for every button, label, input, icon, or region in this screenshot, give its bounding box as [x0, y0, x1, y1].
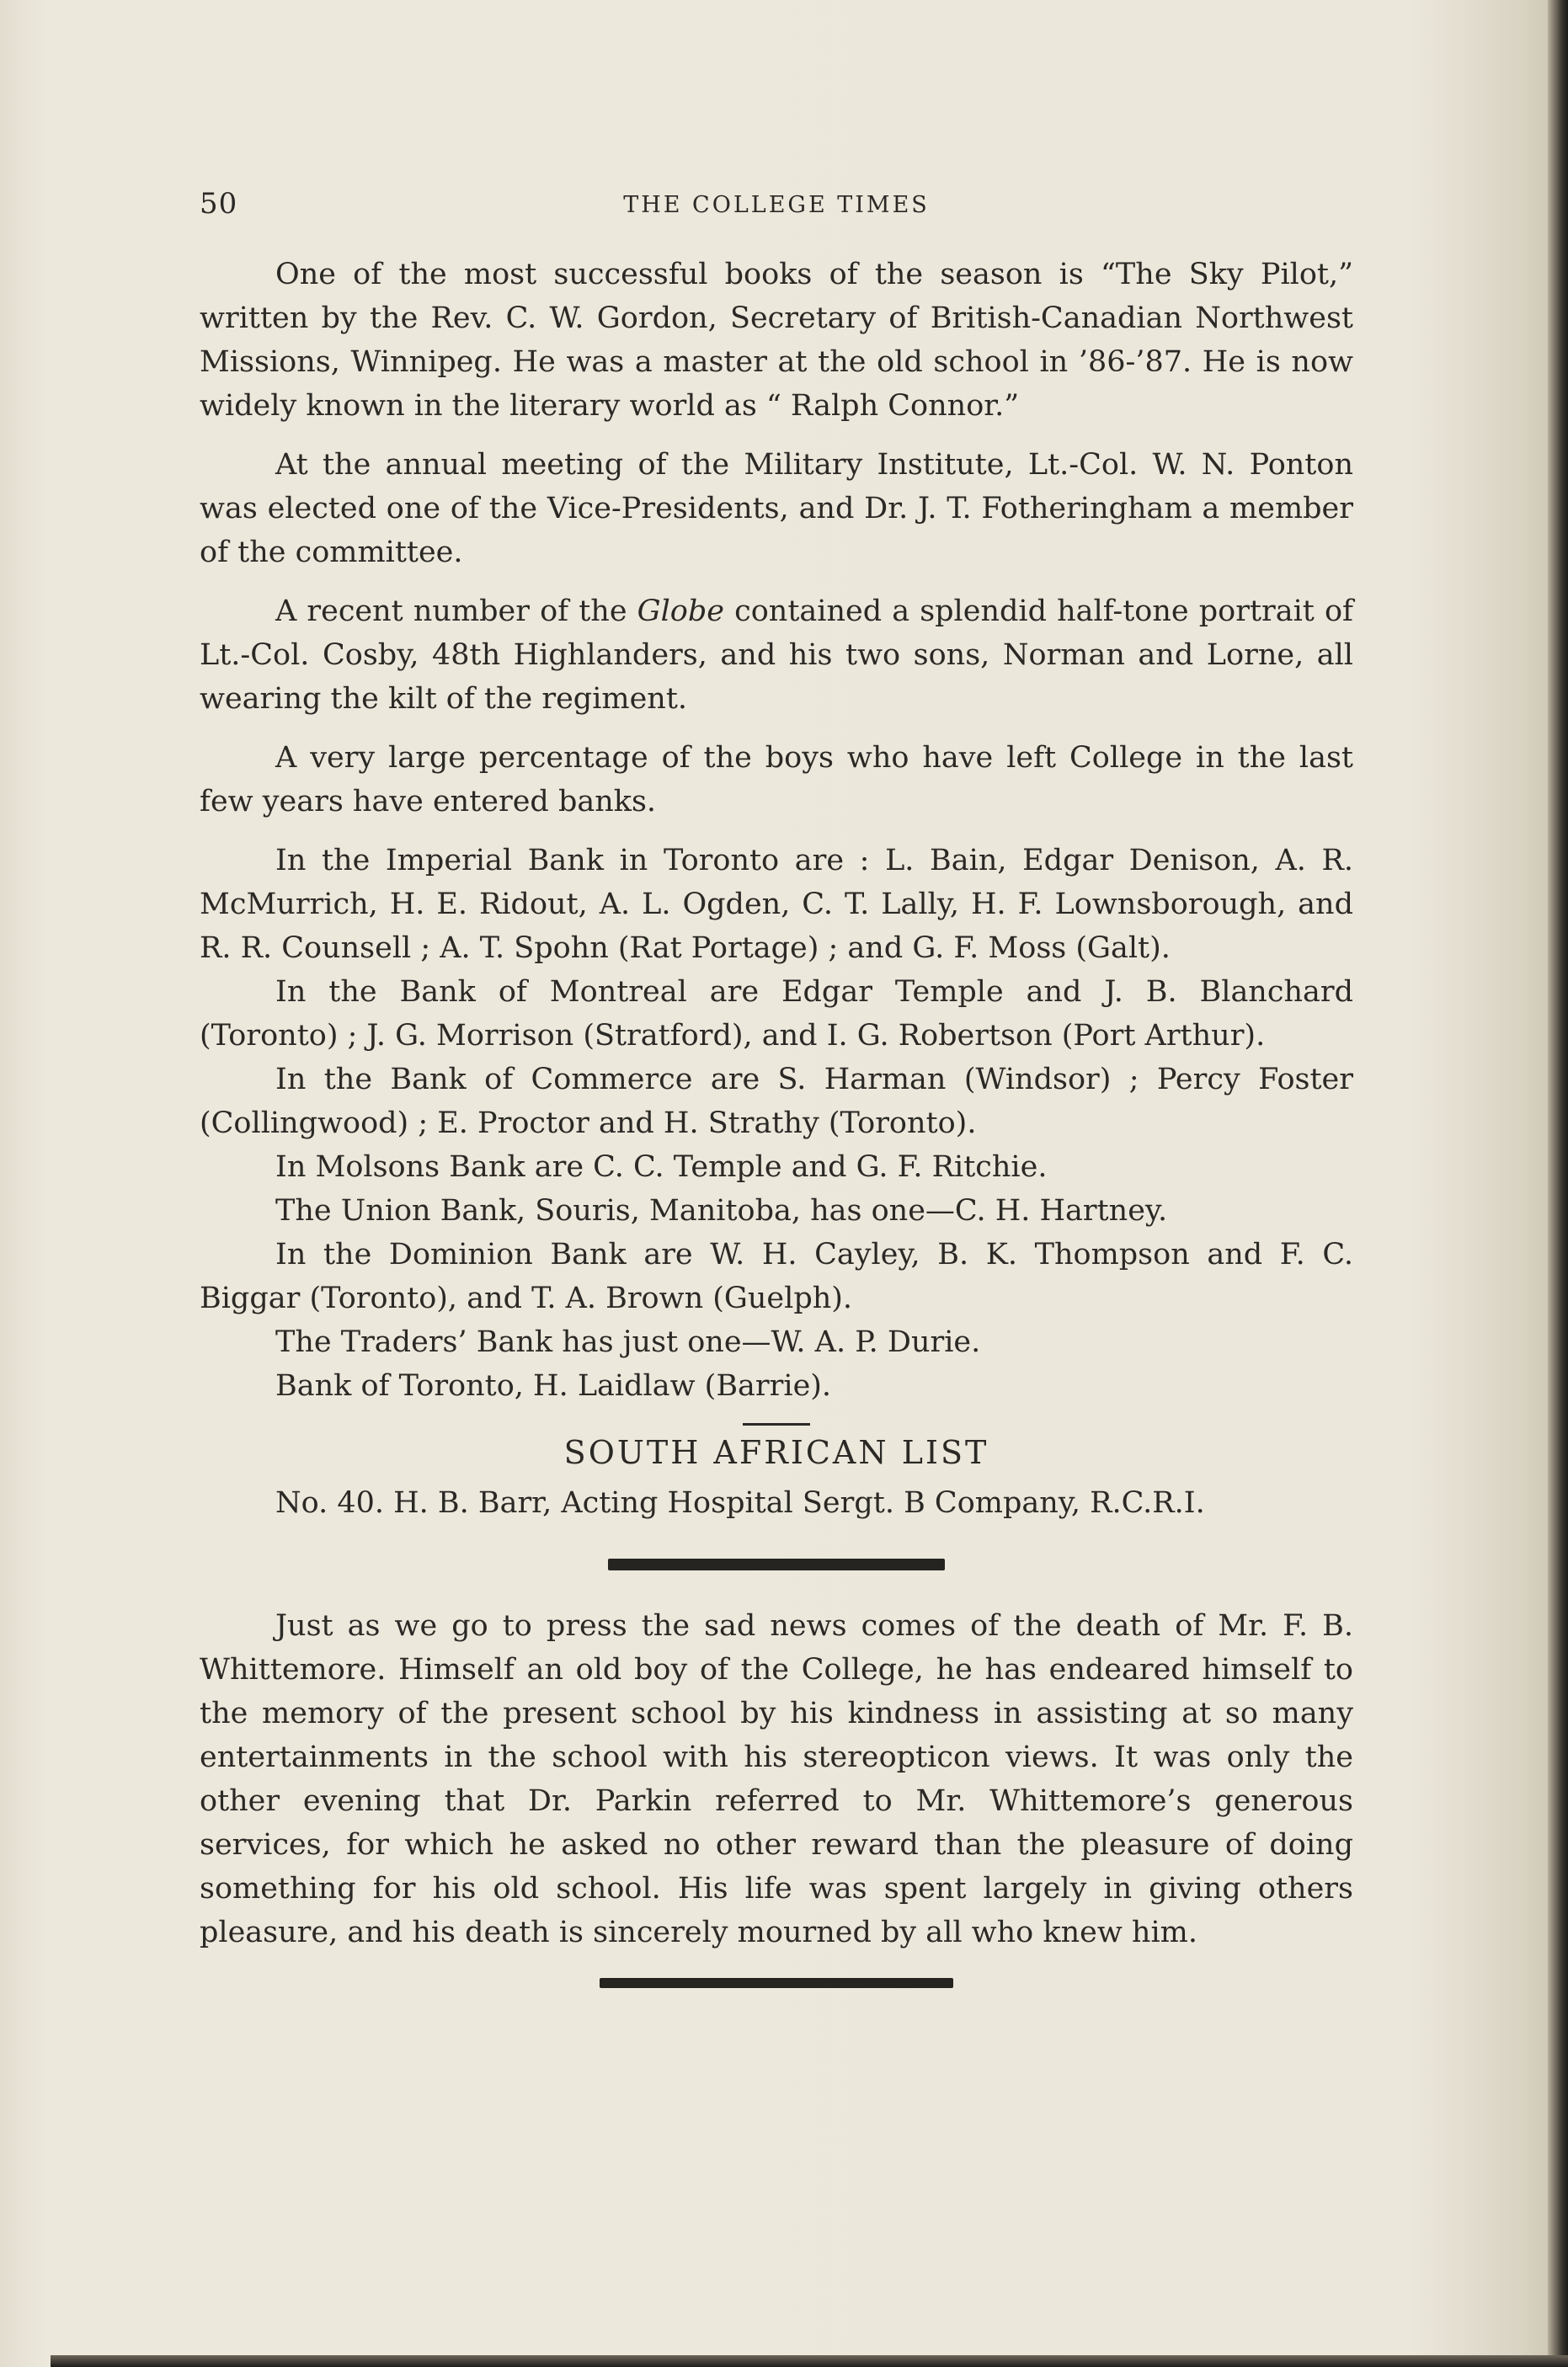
paragraph-bank-of-montreal: In the Bank of Montreal are Edgar Temple and J. B. Blanchard (Toronto) ; J. G. Morrison (Stratford), and I. G. Robertson (Port Arthur). [200, 975, 1353, 1053]
paragraph-banks-intro: A very large percentage of the boys who have left College in the last few years have entered banks. [200, 741, 1353, 818]
page-number: 50 [200, 187, 238, 221]
page-header [200, 187, 1353, 237]
page-edge-shadow [1548, 0, 1568, 2367]
end-rule [600, 1978, 953, 1988]
line-union-bank: The Union Bank, Souris, Manitoba, has one—C. H. Hartney. [275, 1194, 1168, 1228]
running-head: THE COLLEGE TIMES [623, 192, 930, 218]
globe-text-after: contained a splendid half-tone portrait of Lt.-Col. Cosby, 48th Highlanders, and his two sons, Norman and Lorne, all wearing the kilt of the regiment. [200, 594, 1354, 716]
page-bottom-edge [51, 2355, 1568, 2367]
paragraph-dominion-bank: In the Dominion Bank are W. H. Cayley, B. K. Thompson and F. C. Biggar (Toronto), and T. A. Brown (Guelph). [200, 1238, 1353, 1315]
globe-text-before: A recent number of the [275, 594, 637, 628]
page-body [200, 253, 1353, 2022]
paragraph-imperial-bank: In the Imperial Bank in Toronto are : L. Bain, Edgar Denison, A. R. McMurrich, H. E. Ridout, A. L. Ogden, C. T. Lally, H. F. Lownsborough, and R. R. Counsell ; A. T. Spohn (Rat Portage) ; and G. F. Moss (Galt). [200, 844, 1353, 965]
paragraph-whittemore-obituary: Just as we go to press the sad news comes of the death of Mr. F. B. Whittemore. Himself an old boy of the College, he has endeared himself to the memory of the present school by his kindness in assisting at so many entertainments in the school with his stereopticon views. It was only the other evening that Dr. Parkin referred to Mr. Whittemore’s generous services, for which he asked no other reward than the pleasure of doing something for his old school. His life was spent largely in giving others pleasure, and his death is sincerely mourned by all who knew him. [200, 1609, 1353, 1949]
paragraph-bank-of-commerce: In the Bank of Commerce are S. Harman (Windsor) ; Percy Foster (Collingwood) ; E. Proctor and H. Strathy (Toronto). [200, 1063, 1353, 1140]
paragraph-military-institute: At the annual meeting of the Military Institute, Lt.-Col. W. N. Ponton was elected one of the Vice-Presidents, and Dr. J. T. Fotheringham a member of the committee. [200, 448, 1353, 569]
globe-title: Globe [637, 594, 724, 628]
section-divider [743, 1423, 810, 1426]
section-title: SOUTH AFRICAN LIST [563, 1434, 989, 1471]
thick-rule [608, 1559, 945, 1570]
paragraph-sky-pilot: One of the most successful books of the season is “The Sky Pilot,” written by the Rev. C. W. Gordon, Secretary of British-Canadian Northwest Missions, Winnipeg. He was a master at the old school in ’86-’87. He is now widely known in the literary world as “ Ralph Connor.” [200, 258, 1353, 423]
list-entry: No. 40. H. B. Barr, Acting Hospital Sergt. B Company, R.C.R.I. [275, 1486, 1205, 1520]
line-bank-of-toronto: Bank of Toronto, H. Laidlaw (Barrie). [275, 1369, 832, 1403]
paragraph-globe-portrait [200, 589, 1353, 721]
line-molsons-bank: In Molsons Bank are C. C. Temple and G. F. Ritchie. [275, 1150, 1048, 1184]
line-traders-bank: The Traders’ Bank has just one—W. A. P. Durie. [275, 1325, 981, 1359]
